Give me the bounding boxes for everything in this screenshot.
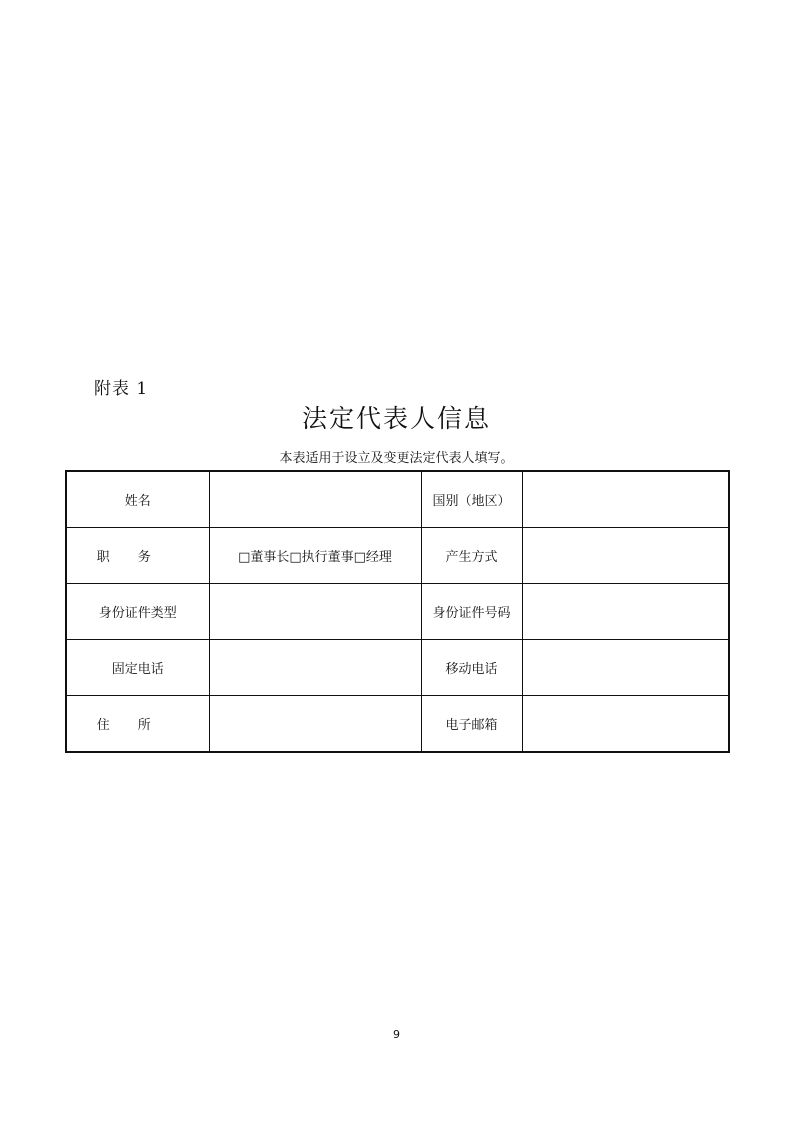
table-row-id bbox=[66, 584, 729, 640]
address-label: 住所 bbox=[66, 696, 209, 753]
document-title: 法定代表人信息 bbox=[301, 404, 491, 433]
email-field[interactable] bbox=[522, 696, 729, 753]
id-type-label: 身份证件类型 bbox=[66, 584, 209, 640]
table-row-position bbox=[66, 528, 729, 584]
nationality-field[interactable] bbox=[522, 471, 729, 528]
mobile-field[interactable] bbox=[522, 640, 729, 696]
appointment-method-label: 产生方式 bbox=[421, 528, 522, 584]
landline-field[interactable] bbox=[209, 640, 421, 696]
legal-representative-info-table bbox=[65, 470, 730, 753]
table-row-name bbox=[66, 471, 729, 528]
document-subtitle: 本表适用于设立及变更法定代表人填写。 bbox=[279, 451, 514, 466]
table-row-address bbox=[66, 696, 729, 753]
name-label: 姓名 bbox=[66, 471, 209, 528]
landline-label: 固定电话 bbox=[66, 640, 209, 696]
id-number-field[interactable] bbox=[522, 584, 729, 640]
id-type-field[interactable] bbox=[209, 584, 421, 640]
table-row-phone bbox=[66, 640, 729, 696]
appointment-method-field[interactable] bbox=[522, 528, 729, 584]
nationality-label: 国别（地区） bbox=[421, 471, 522, 528]
name-field[interactable] bbox=[209, 471, 421, 528]
page-number: 9 bbox=[393, 1028, 400, 1041]
mobile-label: 移动电话 bbox=[421, 640, 522, 696]
address-field[interactable] bbox=[209, 696, 421, 753]
id-number-label: 身份证件号码 bbox=[421, 584, 522, 640]
position-label: 职务 bbox=[66, 528, 209, 584]
position-options[interactable]: □董事长□执行董事□经理 bbox=[209, 528, 421, 584]
appendix-label: 附表 1 bbox=[94, 379, 149, 399]
email-label: 电子邮箱 bbox=[421, 696, 522, 753]
